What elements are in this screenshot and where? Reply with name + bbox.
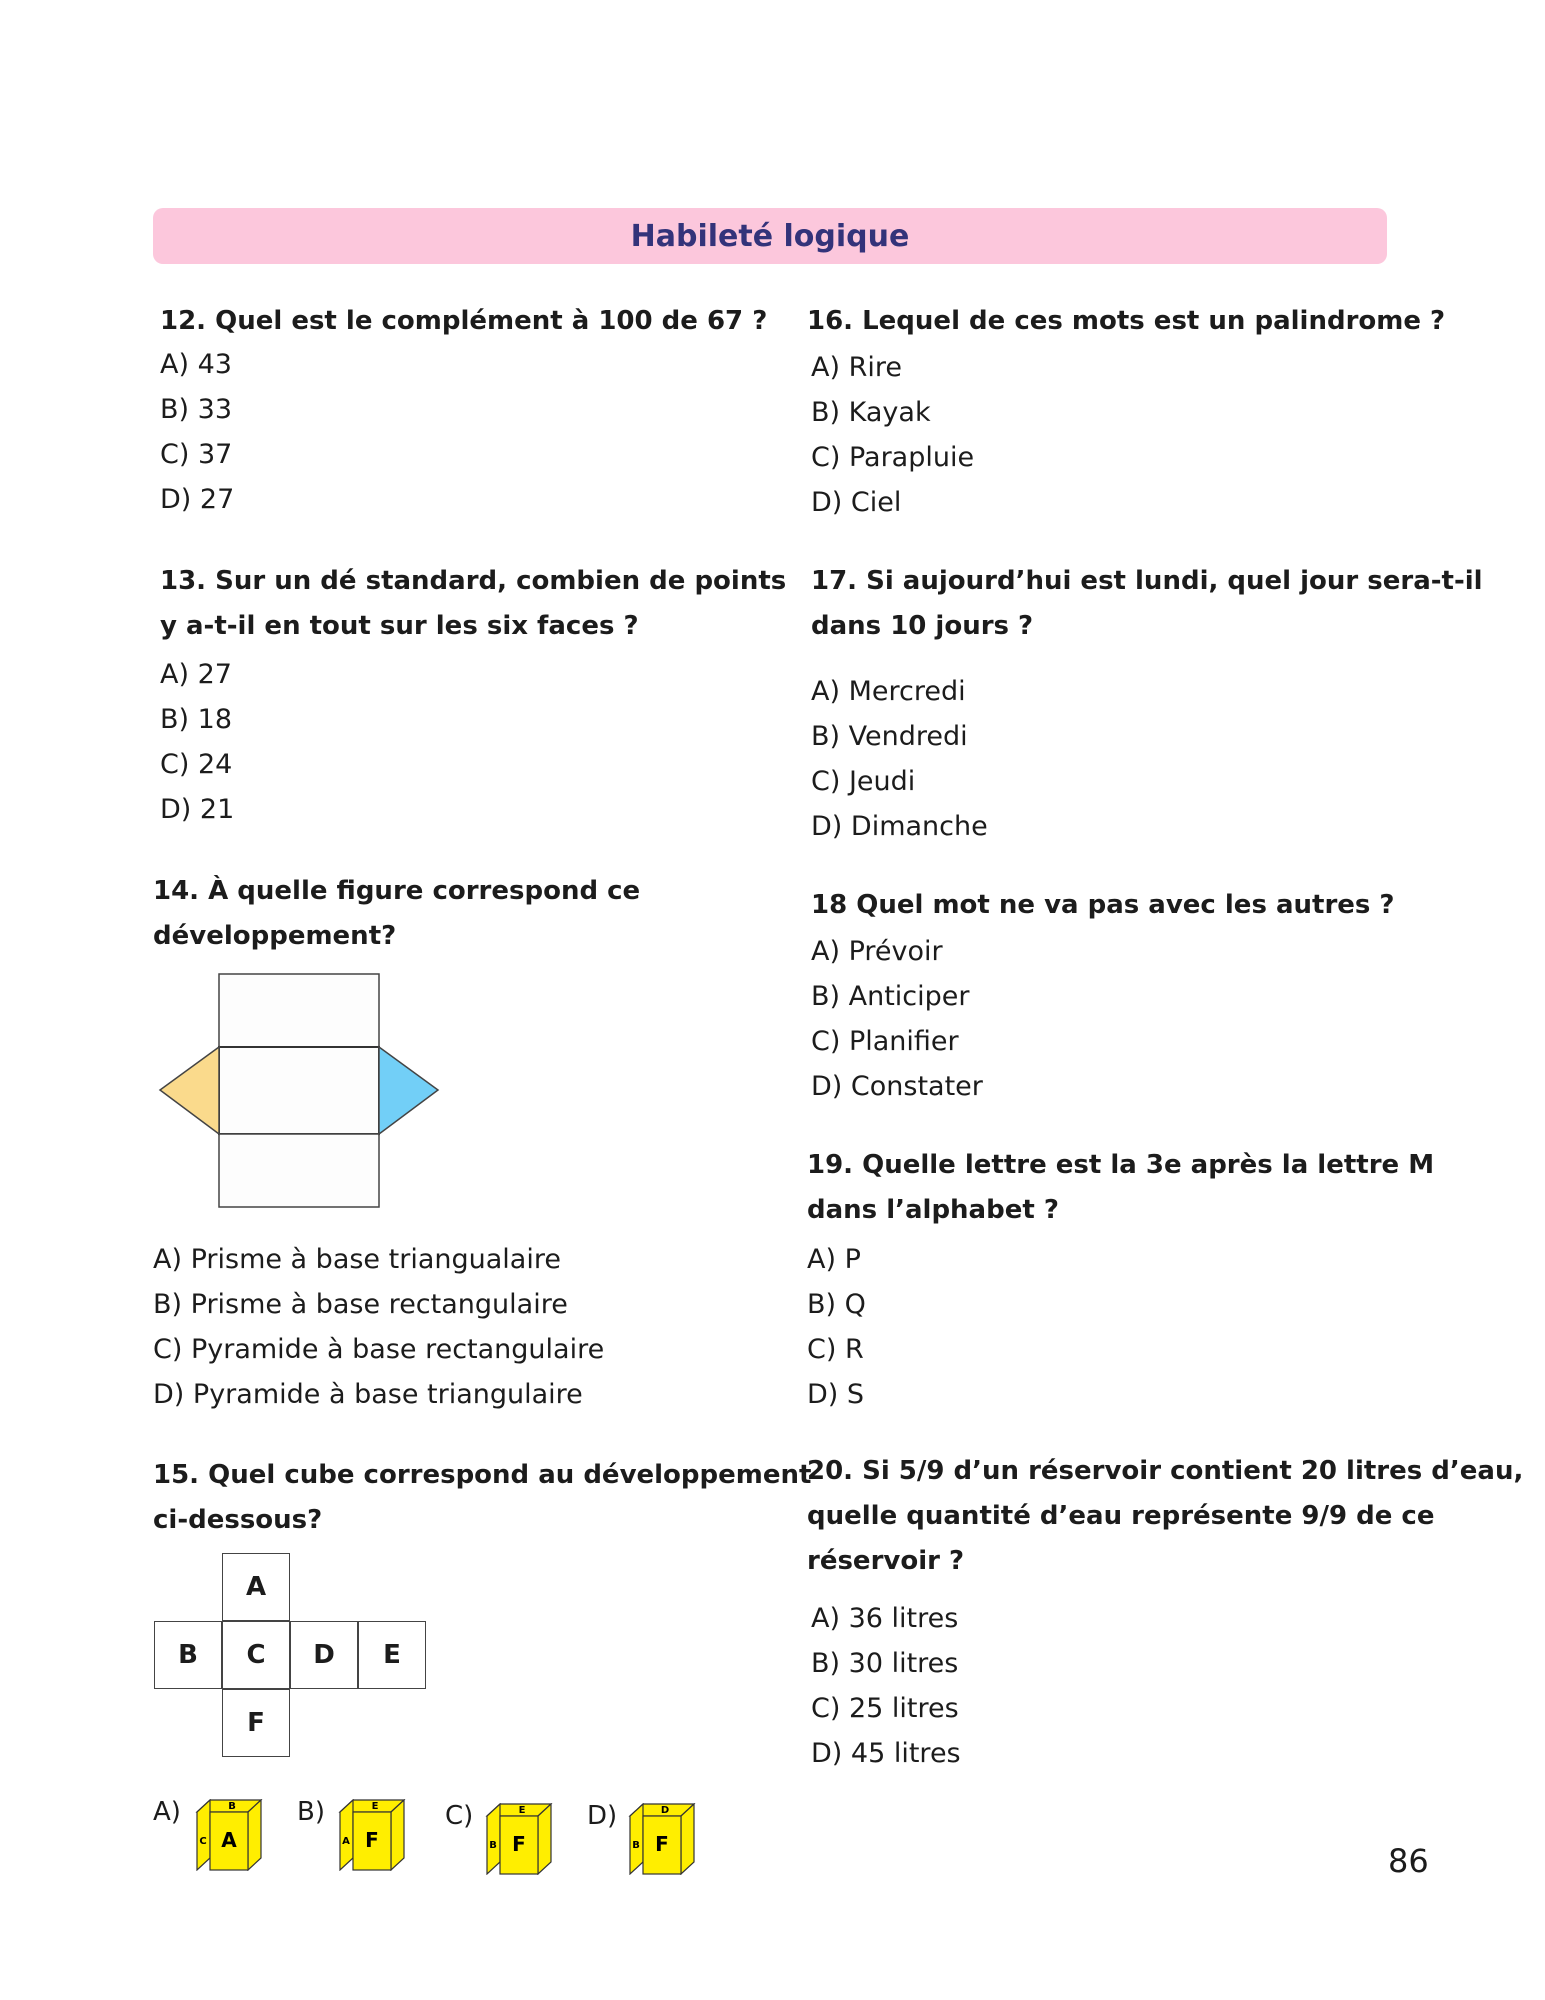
q17-option-a: A) Mercredi [811,676,966,707]
net-triangle-right [379,1047,438,1134]
cube-d-top-letter: D [660,1805,670,1816]
cube-c-top-letter: E [518,1805,526,1816]
cube-a-top-letter: B [228,1801,236,1812]
cube-b-top-letter: E [371,1801,379,1812]
question-20-line3: réservoir ? [807,1546,965,1576]
net-cell-top: A [222,1553,290,1621]
cube-d-side-letter: B [632,1840,640,1851]
q20-option-d: D) 45 litres [811,1738,961,1769]
q16-option-d: D) Ciel [811,487,902,518]
question-16: 16. Lequel de ces mots est un palindrome ? [807,306,1446,336]
q12-option-c: C) 37 [160,439,233,470]
q13-option-a: A) 27 [160,659,232,690]
q19-option-c: C) R [807,1334,864,1365]
q16-option-b: B) Kayak [811,397,931,428]
net-rect-middle [219,1047,379,1134]
question-17-line1: 17. Si aujourd’hui est lundi, quel jour sera-t-il [811,566,1483,596]
page-number: 86 [1388,1842,1429,1880]
q13-option-d: D) 21 [160,794,235,825]
q18-option-d: D) Constater [811,1071,983,1102]
question-18: 18 Quel mot ne va pas avec les autres ? [811,890,1395,920]
question-17-line2: dans 10 jours ? [811,611,1034,641]
question-20-line1: 20. Si 5/9 d’un réservoir contient 20 litres d’eau, [807,1456,1524,1486]
cube-b-side-letter: A [342,1836,350,1847]
question-13-line2: y a-t-il en tout sur les six faces ? [160,611,639,641]
q19-option-d: D) S [807,1379,865,1410]
net-cell-bottom: F [222,1689,290,1757]
net-cell-center: C [222,1621,290,1689]
q20-option-c: C) 25 litres [811,1693,959,1724]
section-banner [153,208,1387,264]
cube-option-a [195,1799,265,1871]
cube-option-d [628,1803,698,1875]
cube-c-side-letter: B [489,1840,497,1851]
net-cell-right2: E [358,1621,426,1689]
cube-option-a-label: A) [153,1797,181,1827]
cube-a-side-letter: C [199,1836,207,1847]
q14-option-c: C) Pyramide à base rectangulaire [153,1334,605,1365]
cube-option-c-label: C) [445,1801,474,1831]
question-19-line1: 19. Quelle lettre est la 3e après la lettre M [807,1150,1435,1180]
q13-option-b: B) 18 [160,704,232,735]
q19-option-a: A) P [807,1244,861,1275]
q13-option-c: C) 24 [160,749,233,780]
question-19-line2: dans l’alphabet ? [807,1195,1059,1225]
q19-option-b: B) Q [807,1289,866,1320]
cube-option-b-label: B) [297,1797,325,1827]
question-15-line2: ci-dessous? [153,1505,323,1535]
cube-option-c [485,1803,555,1875]
question-14-line1: 14. À quelle figure correspond ce [153,876,641,906]
prism-net-figure [150,960,450,1215]
question-13-line1: 13. Sur un dé standard, combien de points [160,566,787,596]
net-rect-top [219,974,379,1047]
net-cell-left: B [154,1621,222,1689]
q16-option-c: C) Parapluie [811,442,975,473]
q14-option-a: A) Prisme à base triangualaire [153,1244,561,1275]
question-20-line2: quelle quantité d’eau représente 9/9 de ce [807,1501,1435,1531]
q17-option-d: D) Dimanche [811,811,988,842]
cube-d-front-letter: F [655,1832,669,1856]
q18-option-b: B) Anticiper [811,981,970,1012]
net-rect-bottom [219,1134,379,1207]
q12-option-a: A) 43 [160,349,232,380]
q12-option-b: B) 33 [160,394,232,425]
cube-option-d-label: D) [587,1801,618,1831]
q17-option-b: B) Vendredi [811,721,968,752]
q20-option-a: A) 36 litres [811,1603,959,1634]
q14-option-d: D) Pyramide à base triangulaire [153,1379,583,1410]
cube-option-b [338,1799,408,1871]
cube-b-front-letter: F [365,1828,379,1852]
q16-option-a: A) Rire [811,352,902,383]
q18-option-a: A) Prévoir [811,936,943,967]
cube-c-front-letter: F [512,1832,526,1856]
q12-option-d: D) 27 [160,484,235,515]
net-cell-right1: D [290,1621,358,1689]
question-15-line1: 15. Quel cube correspond au développement [153,1460,812,1490]
q18-option-c: C) Planifier [811,1026,959,1057]
section-title: Habileté logique [630,218,910,254]
q17-option-c: C) Jeudi [811,766,916,797]
question-14-line2: développement? [153,921,397,951]
net-triangle-left [160,1047,219,1134]
q20-option-b: B) 30 litres [811,1648,959,1679]
cube-a-front-letter: A [221,1828,237,1852]
question-12: 12. Quel est le complément à 100 de 67 ? [160,306,768,336]
q14-option-b: B) Prisme à base rectangulaire [153,1289,568,1320]
